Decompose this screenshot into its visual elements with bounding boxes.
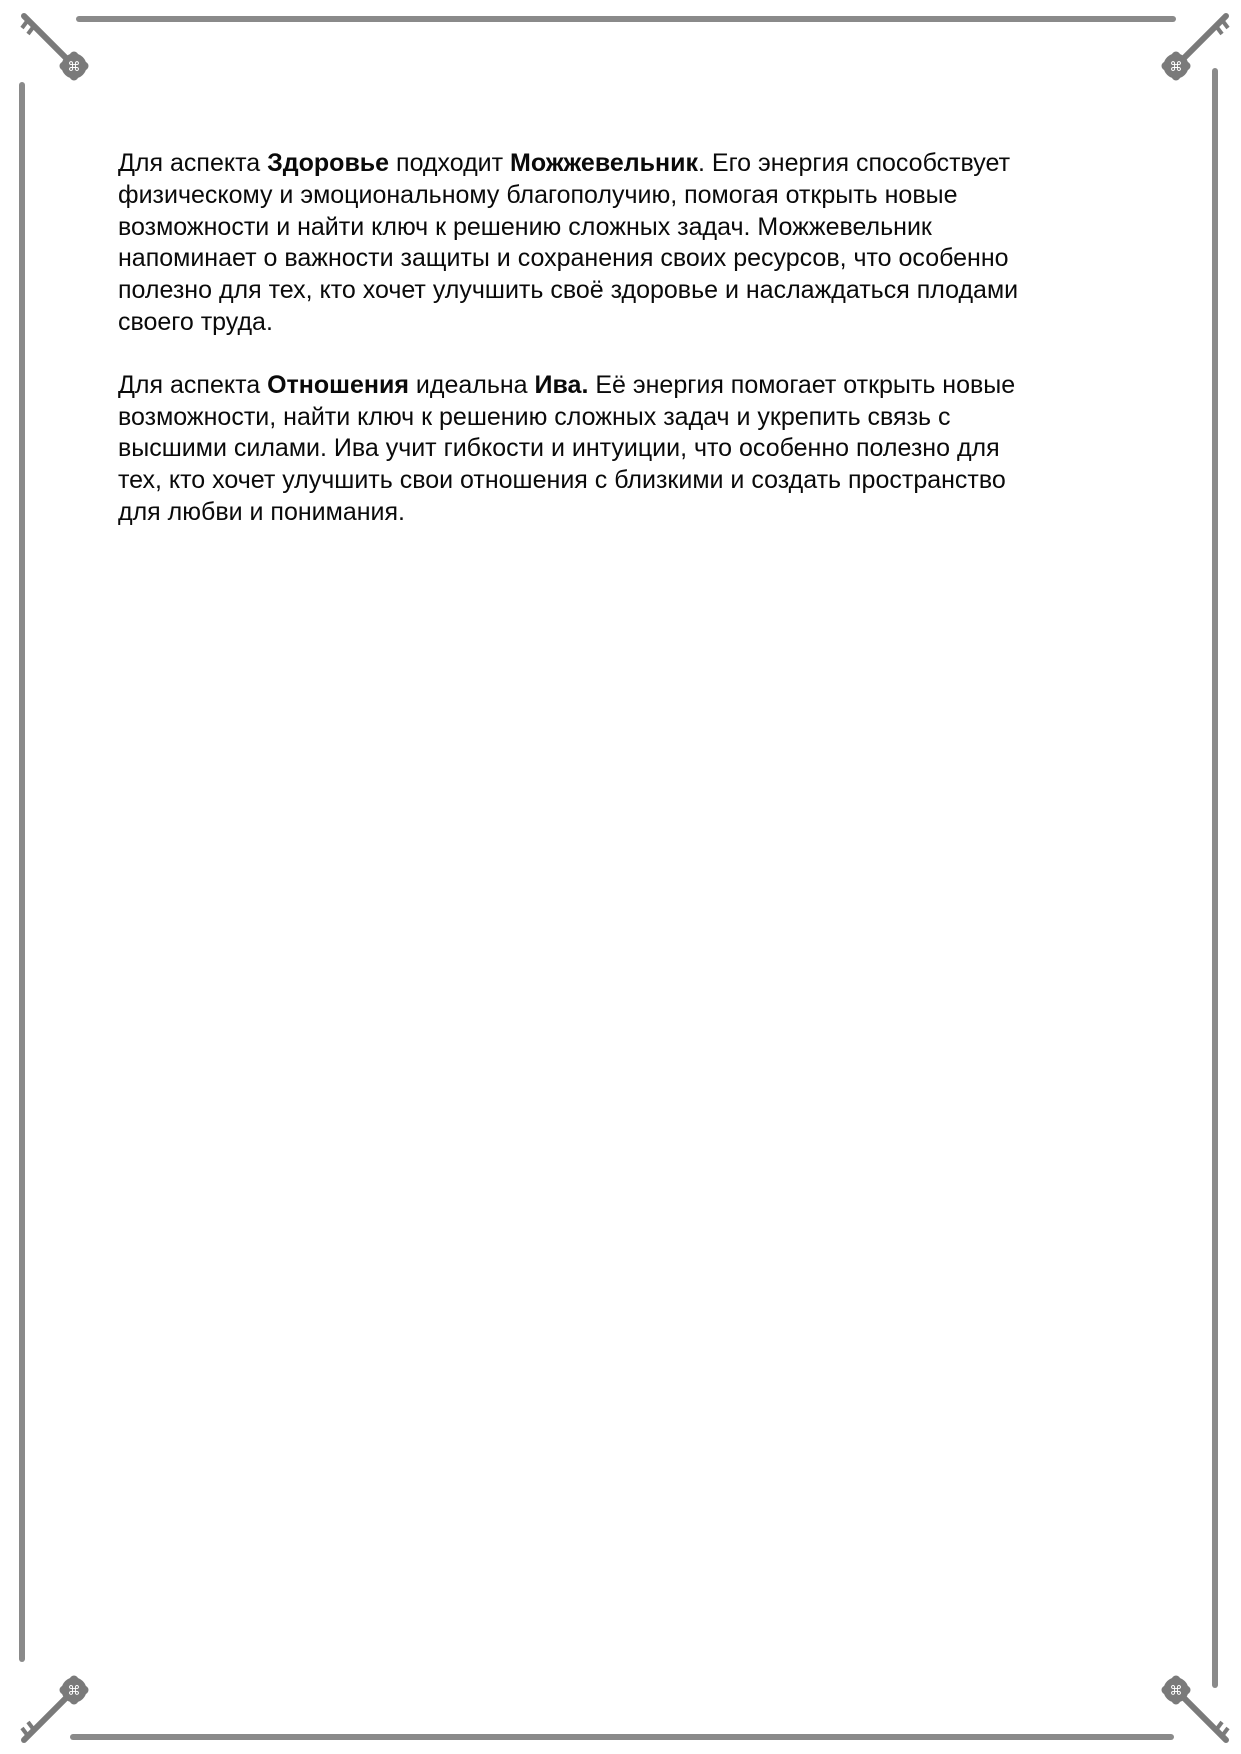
text-run: идеальна (408, 370, 535, 399)
text-run: полезно для тех, кто хочет улучшить своё здоровье и наслаждаться плодами (118, 276, 1019, 305)
text-run: физическому и эмоциональному благополучию, помогая открыть новые (118, 180, 958, 209)
text-line (118, 180, 1128, 212)
text-line (118, 243, 1128, 275)
text-run: подходит (389, 149, 511, 177)
text-run: возможности, найти ключ к решению сложных задач и укрепить связь с (118, 402, 951, 431)
text-run: Её энергия помогает открыть новые (588, 370, 1016, 399)
text-run: своего труда. (118, 307, 273, 336)
emphasis-text: Ива. (534, 370, 589, 399)
frame-left-border (19, 82, 25, 1662)
paragraph-relationships (118, 370, 1128, 529)
frame-bottom-border (70, 1734, 1174, 1740)
corner-key-icon (1126, 10, 1236, 120)
text-run: для любви и понимания. (118, 497, 405, 526)
frame-top-border (76, 16, 1176, 22)
text-line (118, 370, 1128, 402)
text-run: возможности и найти ключ к решению сложных задач. Можжевельник (118, 212, 932, 241)
emphasis-text: Здоровье (267, 149, 390, 177)
text-line (118, 148, 1128, 180)
emphasis-text: Можжевельник (510, 149, 699, 177)
text-line (118, 433, 1128, 465)
body-text (118, 148, 1128, 560)
text-run: . Его энергия способствует (698, 149, 1011, 177)
paragraph-health (118, 148, 1128, 339)
text-run: Для аспекта (118, 370, 268, 399)
text-line (118, 465, 1128, 497)
text-run: напоминает о важности защиты и сохранения своих ресурсов, что особенно (118, 244, 1009, 273)
svg-text:⌘: ⌘ (1169, 1681, 1183, 1696)
corner-key-icon (14, 10, 124, 120)
text-run: высшими силами. Ива учит гибкости и интуиции, что особенно полезно для (118, 434, 1000, 463)
text-run: Для аспекта (118, 149, 268, 177)
frame-right-border (1212, 68, 1218, 1688)
svg-text:⌘: ⌘ (67, 60, 81, 75)
text-line (118, 212, 1128, 244)
corner-key-icon (14, 1636, 124, 1746)
svg-text:⌘: ⌘ (1169, 60, 1183, 75)
text-run: тех, кто хочет улучшить свои отношения с близкими и создать пространство (118, 466, 1006, 495)
emphasis-text: Отношения (267, 370, 409, 399)
corner-key-icon (1126, 1636, 1236, 1746)
text-line (118, 307, 1128, 339)
svg-text:⌘: ⌘ (67, 1681, 81, 1696)
text-line (118, 402, 1128, 434)
text-line (118, 497, 1128, 529)
text-line (118, 275, 1128, 307)
